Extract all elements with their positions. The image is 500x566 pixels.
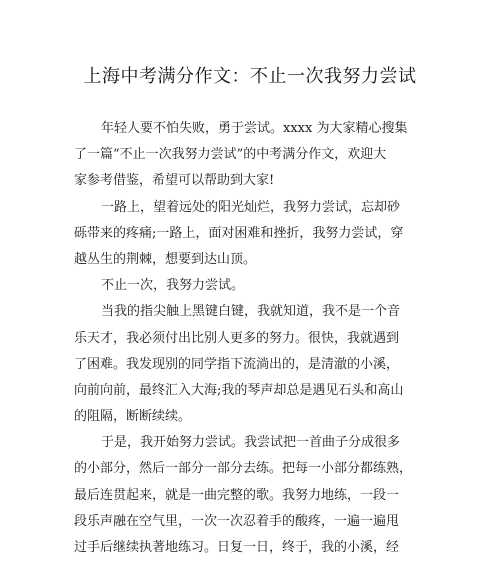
- essay-line: 的阻隔，断断续续。: [74, 409, 192, 425]
- essay-line: 了一篇“不止一次我努力尝试”的中考满分作文，欢迎大: [74, 147, 387, 163]
- essay-line: 年轻人要不怕失败，勇于尝试。xxxx 为大家精心搜集: [101, 121, 408, 136]
- essay-line: 过手后继续执著地练习。日复一日，终于，我的小溪，经: [74, 540, 400, 555]
- essay-line: 乐天才，我必须付出比别人更多的努力。很快，我就遇到: [74, 330, 400, 346]
- essay-line: 段乐声融在空气里，一次一次忍着手的酸疼，一遍一遍甩: [74, 513, 400, 529]
- essay-line: 越丛生的荆棘，想要到达山顶。: [74, 251, 257, 267]
- essay-line: 的小部分，然后一部分一部分去练。把每一小部分都练熟，: [74, 461, 413, 477]
- essay-body: [74, 116, 422, 561]
- essay-line: 一路上，望着远处的阳光灿烂，我努力尝试，忘却砂: [101, 199, 401, 215]
- essay-line: 向前向前，最终汇入大海;我的琴声却总是遇见石头和高山: [74, 382, 404, 398]
- essay-line: 最后连贯起来，就是一曲完整的歌。我努力地练，一段一: [74, 487, 400, 503]
- essay-line: 不止一次，我努力尝试。: [101, 278, 245, 294]
- essay-line: 了困难。我发现别的同学指下流淌出的，是清澈的小溪，: [74, 356, 400, 372]
- document-title: 上海中考满分作文：不止一次我努力尝试: [83, 66, 417, 87]
- essay-line: 砾带来的疼痛;一路上，面对困难和挫折，我努力尝试，穿: [74, 225, 404, 241]
- essay-line: 于是，我开始努力尝试。我尝试把一首曲子分成很多: [101, 435, 401, 451]
- essay-line: 当我的指尖触上黑键白键，我就知道，我不是一个音: [101, 304, 401, 320]
- essay-line: 家参考借鉴，希望可以帮助到大家!: [74, 173, 275, 189]
